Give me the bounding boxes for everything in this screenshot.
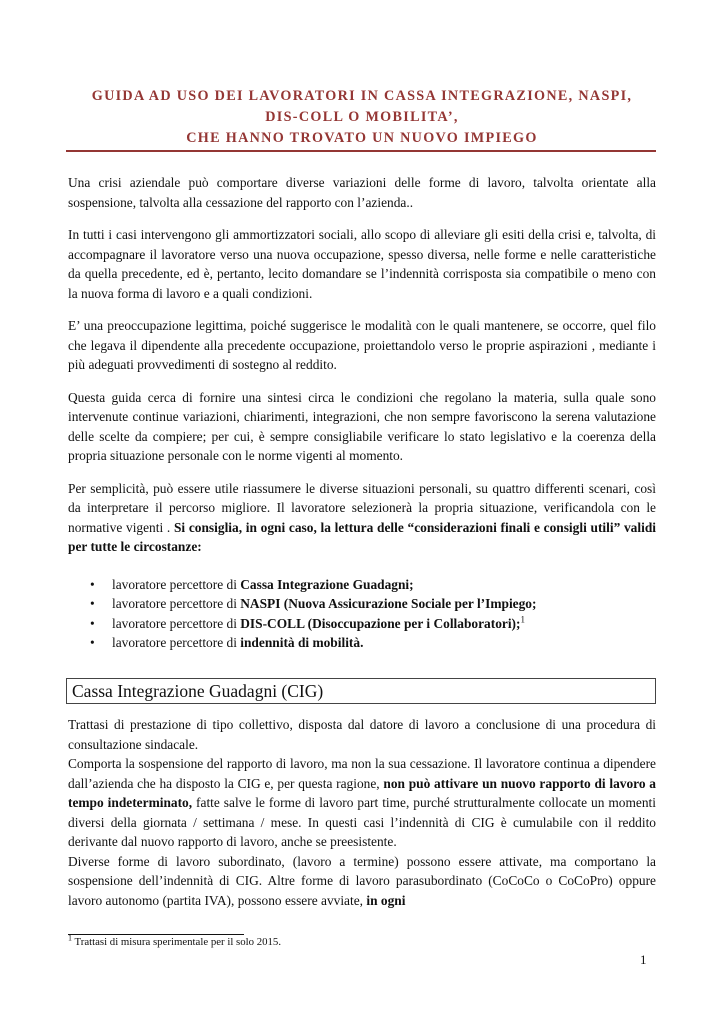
bullet-icon: • — [90, 635, 95, 650]
page-number: 1 — [640, 952, 647, 967]
bullet-icon: • — [90, 596, 95, 611]
cig-paragraph-2: Comporta la sospensione del rapporto di lavoro, ma non la sua cessazione. Il lavoratore continua a dipendere dall’azienda che ha disposto la CIG e, per questa ragione, non può attivare un nuovo rapporto di lavoro a tempo indeterminato, fatte salve le forme di lavoro part time, purché strutturalmente collocate un momenti diversi della giornata / settimana / mese. In questi casi l’indennità di CIG è cumulabile con il reddito derivante dal nuovo rapporto di lavoro, anche se preesistente. — [68, 756, 656, 849]
list-item: • lavoratore percettore di Cassa Integrazione Guadagni; — [68, 575, 656, 595]
title-line-2: DIS-COLL O MOBILITA’, — [265, 109, 459, 125]
title-line-3: CHE HANNO TROVATO UN NUOVO IMPIEGO — [186, 130, 538, 146]
cig-section — [68, 715, 656, 910]
cig-paragraph-3-bold: in ogni — [366, 892, 406, 908]
intro-section — [68, 173, 656, 653]
intro-paragraph-3: E’ una preoccupazione legittima, poiché suggerisce le modalità con le quali mantenere, se occorre, quel filo che legava il dipendente alla precedente occupazione, proiettandolo verso le proprie aspirazioni , mediante i più adeguati provvedimenti di sostegno al reddito. — [68, 318, 656, 372]
list-item: • lavoratore percettore di indennità di mobilità. — [68, 633, 656, 653]
bullet-icon: • — [90, 576, 95, 592]
footnote-reference[interactable]: 1 — [520, 614, 525, 625]
title-line-1: GUIDA AD USO DEI LAVORATORI IN CASSA INTEGRAZIONE, NASPI, — [91, 88, 633, 104]
intro-paragraph-5-bold: Si consiglia, in ogni caso, la lettura delle “considerazioni finali e consigli utili” validi per tutte le circostanze: — [68, 519, 656, 554]
intro-paragraph-4: Questa guida cerca di fornire una sintesi circa le condizioni che regolano la materia, sulla quale sono intervenute continue variazioni, chiarimenti, integrazioni, che non sempre favoriscono la serena valutazione delle scelte da compiere; per cui, è sempre consigliabile verificare lo stato legislativo e la coerenza della propria situazione personale con le norme vigenti al momento. — [68, 389, 656, 463]
footnote — [68, 933, 282, 948]
cig-paragraph-3: Diverse forme di lavoro subordinato, (lavoro a termine) possono essere attivate, ma comportano la sospensione dell’indennità di CIG. Altre forme di lavoro parasubordinato (CoCoCo o CoCoPro) oppure lavoro autonomo (partita IVA), possono essere avviate, in ogni — [68, 853, 656, 908]
document-title — [68, 86, 656, 149]
intro-paragraph-5-text: Per semplicità, può essere utile riassumere le diverse situazioni personali, su quattro differenti scenari, così da interpretare il percorso migliore. Il lavoratore selezionerà la propria situazione, verificandola con le normative vigenti . — [68, 480, 656, 535]
cig-paragraph-1: Trattasi di prestazione di tipo collettivo, disposta dal datore di lavoro a conclusione di una procedura di consultazione sindacale. — [68, 717, 656, 752]
scenario-list — [68, 575, 656, 653]
cig-paragraph-2-bold: non può attivare un nuovo rapporto di lavoro a tempo indeterminato, — [68, 775, 656, 810]
intro-paragraph-1: Una crisi aziendale può comportare diverse variazioni delle forme di lavoro, talvolta orientate alla sospensione, talvolta alla cessazione del rapporto con l’azienda.. — [68, 175, 656, 210]
intro-paragraph-5 — [68, 479, 656, 557]
footnote-mark: 1 — [68, 933, 72, 943]
bullet-icon: • — [90, 615, 95, 631]
section-heading-cig: Cassa Integrazione Guadagni (CIG) — [66, 678, 656, 704]
list-item: • lavoratore percettore di NASPI (Nuova Assicurazione Sociale per l’Impiego; — [68, 594, 656, 614]
footnote-separator — [68, 934, 244, 935]
list-item: • lavoratore percettore di DIS-COLL (Disoccupazione per i Collaboratori);$^1$ — [68, 614, 656, 634]
title-underline — [66, 150, 656, 152]
intro-paragraph-2: In tutti i casi intervengono gli ammortizzatori sociali, allo scopo di alleviare gli esiti della crisi e, talvolta, di accompagnare il lavoratore verso una nuova occupazione, spesso diversa, nelle forme e nelle caratteristiche da quella precedente, ed è, pertanto, lecito domandare se l’indennità corrisposta sia compatibile o meno con la nuova forma di lavoro e a quali condizioni. — [68, 227, 656, 301]
footnote-text: Trattasi di misura sperimentale per il solo 2015. — [72, 936, 282, 948]
